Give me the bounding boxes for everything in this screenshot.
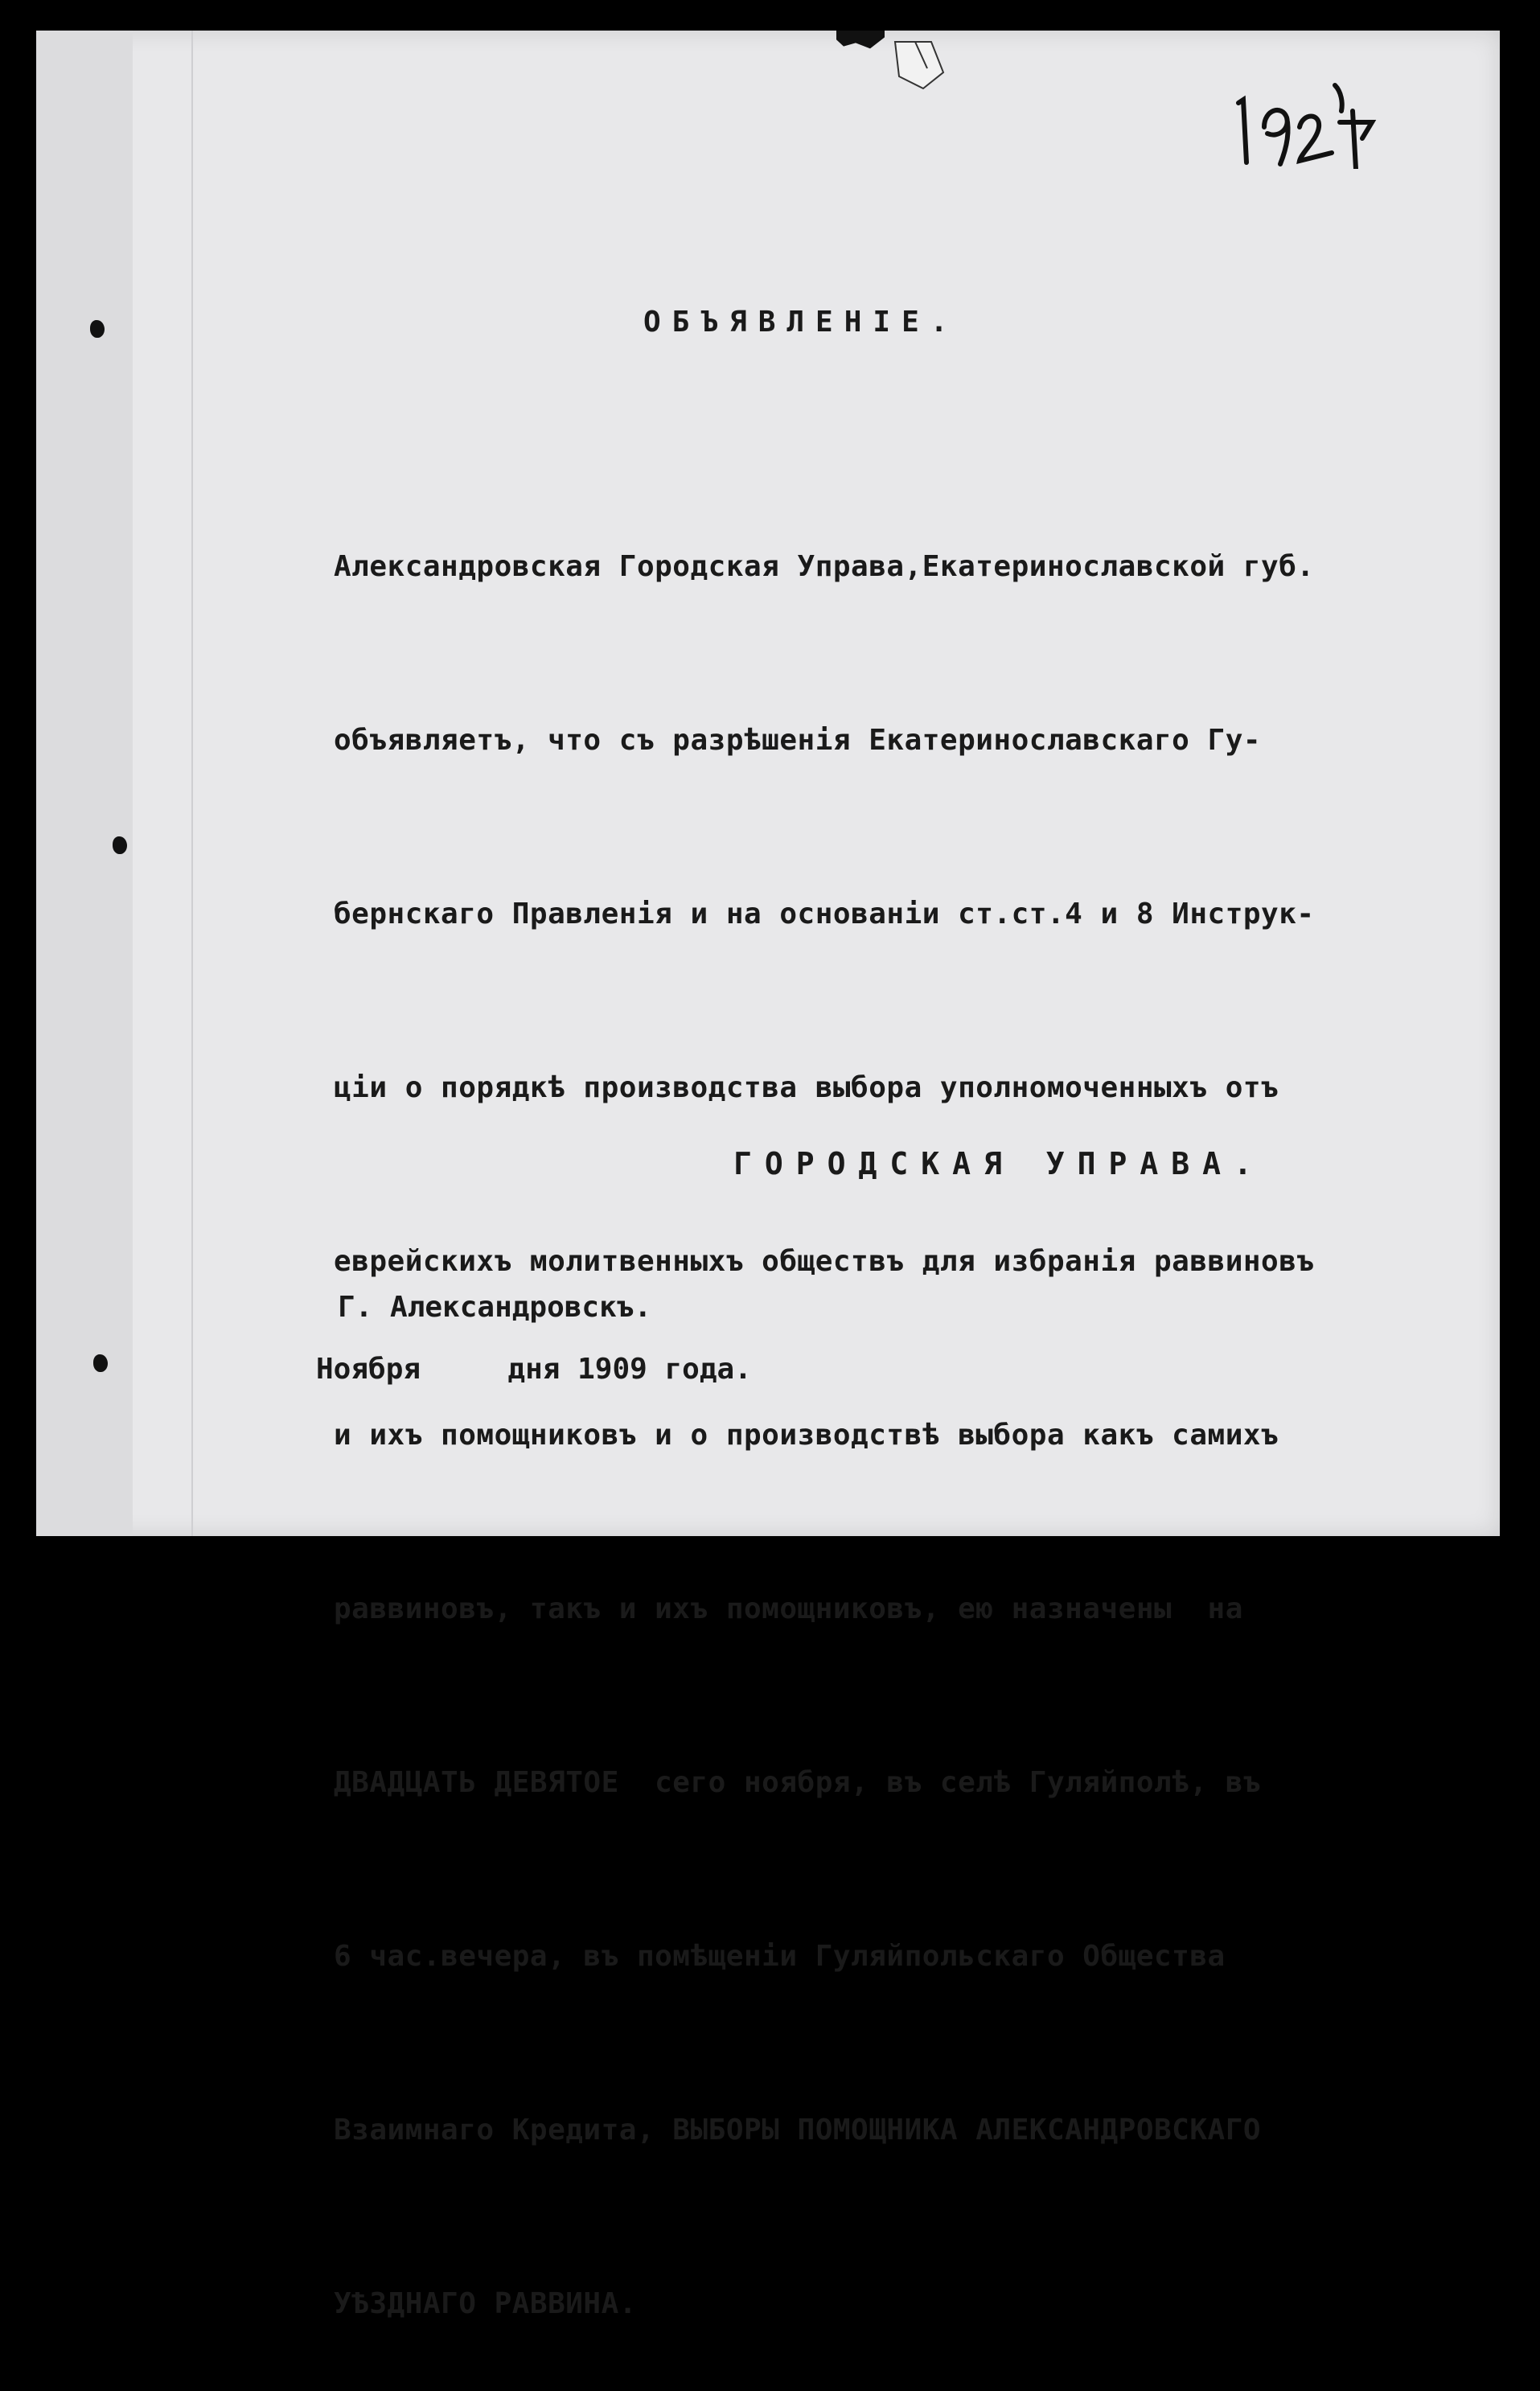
binding-line [191,31,193,1536]
binding-strip [36,31,133,1536]
punch-hole-3 [93,1354,108,1372]
body-line: УѢЗДНАГО РАВВИНА. [334,2287,637,2320]
body-line: 6 час.вечера, въ помѣщеніи Гуляйпольскаго Общества [334,1940,1226,1973]
body-line: ціи о порядкѣ производства выбора уполномоченныхъ отъ [334,1071,1279,1104]
body-line: Взаимнаго Кредита, ВЫБОРЫ ПОМОЩНИКА АЛЕКСАНДРОВСКАГО [334,2114,1262,2147]
date-line: Ноября дня 1909 года. [316,1353,752,1386]
folded-corner [891,40,947,97]
punch-hole-2 [113,836,127,854]
signature: ГОРОДСКАЯ УПРАВА. [733,1146,1265,1181]
body-line: раввиновъ, такъ и ихъ помощниковъ, ею назначены на [334,1592,1243,1625]
body-line: ДВАДЦАТЬ ДЕВЯТОЕ сего ноября, въ селѣ Гуляйполѣ, въ [334,1766,1262,1799]
punch-hole-1 [90,320,105,338]
body-line: еврейскихъ молитвенныхъ обществъ для избранія раввиновъ [334,1245,1315,1278]
document-body [334,422,1315,2391]
archive-number-handwritten [1222,80,1383,169]
body-line: Александровская Городская Управа,Екатеринославской губ. [334,550,1315,583]
body-line: бернскаго Правленія и на основаніи ст.ст.4 и 8 Инструк- [334,898,1315,931]
document-title: ОБЪЯВЛЕНІЕ. [643,306,959,339]
body-line: объявляетъ, что съ разрѣшенія Екатеринославскаго Гу- [334,724,1262,757]
body-line: и ихъ помощниковъ и о производствѣ выбора какъ самихъ [334,1419,1279,1452]
place-line: Г. Александровскъ. [338,1291,652,1324]
